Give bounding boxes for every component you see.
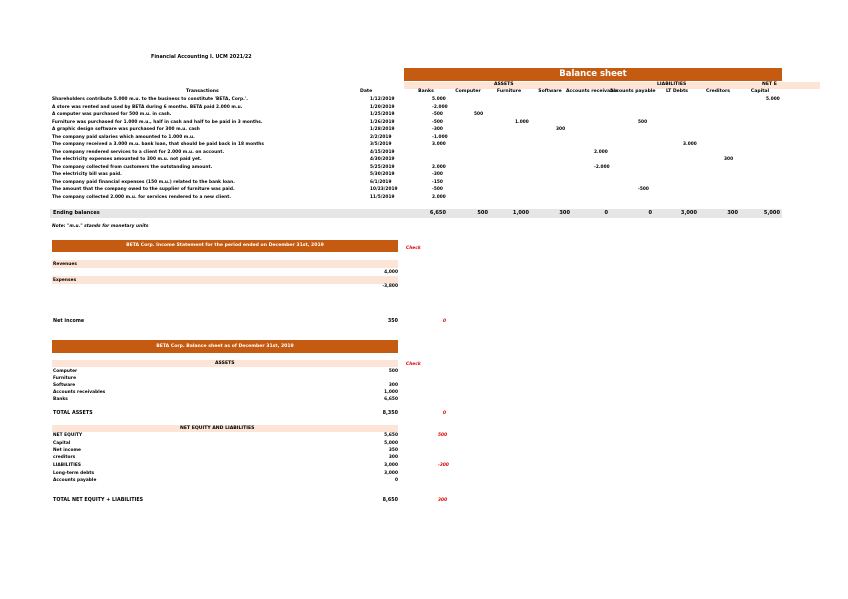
transaction-text: The electricity expenses amounted to 300 m.u. not paid yet. [52,157,202,162]
ending-balance-value: 300 [559,210,570,216]
transaction-date: 1/28/2019 [370,127,395,132]
expenses-label: Expenses [53,278,77,283]
net-equity-label: NET EQUITY [53,433,83,438]
ending-balance-value: 300 [727,210,738,216]
transaction-text: The company collected from customers the outstanding amount. [52,164,213,170]
transaction-date: 1/12/2019 [370,97,395,102]
transaction-amount: -500 [638,187,649,192]
net-income-value: 350 [387,319,398,324]
liabilities-group-label: LIABILITIES [657,82,687,87]
transaction-text: The company received a 3.000 m.u. bank loan, that should be paid back in 18 months [52,142,265,147]
transaction-amount: 300 [556,127,566,132]
transaction-amount: -2.000 [432,104,448,110]
transaction-amount: 3.000 [683,142,697,147]
column-header: Accounts receivable [566,89,619,94]
transaction-amount: 2.000 [594,149,608,155]
ending-balance-value: 500 [477,210,488,216]
column-header: Banks [418,89,434,94]
ending-balance-value: 3,000 [680,210,697,216]
transaction-text: The company paid salaries which amounted to 1.000 m.u. [52,134,195,140]
note: Note: "m.u." stands for monetary units [52,224,149,229]
ending-balance-value: 0 [604,210,608,216]
total-assets-check: 0 [443,411,447,416]
transaction-amount: 5.000 [432,97,446,102]
balance-sheet-banner: Balance sheet [404,68,782,81]
transaction-date: 11/5/2019 [370,194,395,200]
transaction-text: The company paid financial expenses (150 m.u.) related to the bank loan. [52,179,235,185]
liability-item-label: Long-term debts [53,471,95,476]
transaction-text: The amount that the company owed to the supplier of furniture was paid. [52,187,235,192]
transaction-amount: -1.000 [432,134,448,140]
balance-statement-title: BETA Corp. Balance sheet as of December 31st, 2019 [52,340,398,353]
column-header: Furniture [496,89,522,94]
ending-balance-value: 1,000 [512,210,529,216]
net-equity-group-label: NET E [762,82,777,87]
total-equity-liabilities-label: TOTAL NET EQUITY + LIABILITIES [53,498,144,503]
asset-label: Furniture [53,376,77,381]
transaction-date: 1/20/2019 [370,104,395,110]
expenses-value: -3,800 [382,284,398,289]
asset-value: 300 [388,383,398,388]
asset-label: Computer [53,369,78,374]
income-check-header: Check [406,246,421,251]
liability-item-label: Accounts payable [53,478,97,483]
equity-item-value: 5,000 [384,441,398,446]
ending-balances-label: Ending balances [53,210,100,216]
transaction-amount: 2.000 [432,164,446,170]
transaction-amount: -300 [432,127,443,132]
group-header-band [404,82,820,89]
asset-label: Banks [53,397,68,402]
transaction-amount: -500 [432,119,443,125]
date-header: Date [360,89,373,94]
ending-balance-value: 5,000 [763,210,780,216]
equity-item-value: 300 [388,455,398,460]
column-header: Software [538,89,562,94]
transaction-date: 3/5/2019 [370,142,392,147]
transaction-date: 1/26/2019 [370,119,395,125]
total-check: 300 [438,498,448,503]
transaction-text: A graphic design software was purchased for 300 m.u. cash [52,127,200,132]
column-header: Computer [455,89,481,94]
liabilities-value: 3,000 [384,463,398,468]
transaction-date: 4/15/2019 [370,149,395,155]
transactions-header: Transactions [186,89,219,94]
transaction-amount: 5.000 [766,97,780,102]
transaction-date: 10/23/2019 [370,187,398,192]
net-income-check: 0 [443,319,447,324]
transaction-date: 6/1/2019 [370,179,392,185]
transaction-amount: 2.000 [432,194,446,200]
transaction-date: 5/30/2019 [370,172,395,177]
asset-label: Software [53,383,76,388]
net-equity-value: 5,650 [384,433,398,438]
liabilities-label: LIABILITIES [53,463,81,468]
equity-item-label: creditors [53,455,76,460]
transaction-text: The company rendered services to a client for 2.000 m.u. on account. [52,149,225,155]
transaction-amount: -500 [432,187,443,192]
column-header: Creditors [706,89,730,94]
liability-item-value: 3,000 [384,471,398,476]
transaction-text: Furniture was purchased for 1.000 m.u., half in cash and half to be paid in 3 months. [52,119,263,125]
liability-item-value: 0 [394,478,398,483]
transaction-text: The electricity bill was paid. [52,172,122,177]
transaction-date: 5/25/2019 [370,164,395,170]
transaction-text: The company collected 2.000 m.u. for services rendered to a new client. [52,194,232,200]
net-equity-check: 500 [438,433,448,438]
transaction-amount: -2.000 [594,164,610,170]
transaction-text: A computer was purchased for 500 m.u. in cash. [52,112,172,117]
total-assets-value: 8,350 [382,411,398,416]
asset-value: 1,000 [384,390,398,395]
transaction-amount: 500 [474,112,484,117]
transaction-amount: 1.000 [515,119,529,125]
transaction-amount: 300 [724,157,734,162]
balance-check-header: Check [406,362,421,367]
transaction-date: 4/30/2019 [370,157,395,162]
asset-value: 6,650 [384,397,398,402]
ending-balance-value: 0 [648,210,652,216]
asset-value: 500 [388,369,398,374]
document-title: Financial Accounting I. UCM 2021/22 [151,55,252,60]
transaction-amount: -150 [432,179,443,185]
total-equity-liabilities-value: 8,650 [382,498,398,503]
column-header: Accounts payable [610,89,656,94]
total-assets-label: TOTAL ASSETS [53,411,93,416]
income-statement-title: BETA Corp. Income Statement for the period ended on December 31st, 2019 [52,240,398,252]
transaction-date: 2/2/2019 [370,134,392,140]
revenues-value: 4,000 [384,270,398,275]
transaction-amount: -300 [432,172,443,177]
assets-group-label: ASSETS [494,82,514,87]
column-header: LT Debts [665,89,689,94]
equity-item-label: Capital [53,441,71,446]
assets-header: ASSETS [215,361,235,366]
transaction-text: Shareholders contribute 5.000 m.u. to the business to constitute 'BETA, Corp.'. [52,97,248,102]
liabilities-check: -300 [438,463,449,468]
transaction-amount: 3.000 [432,142,446,147]
asset-label: Accounts receivables [53,390,106,395]
transaction-date: 1/25/2019 [370,112,395,117]
revenues-band [52,260,398,268]
equity-liabilities-header: NET EQUITY AND LIABILITIES [180,426,255,431]
transaction-amount: -500 [432,112,443,117]
net-income-label: Net income [53,319,85,324]
column-header: Capital [750,89,770,94]
transaction-text: A store was rented and used by BETA during 6 months. BETA paid 2.000 m.u. [52,104,243,110]
equity-item-label: Net income [53,448,81,453]
transaction-amount: 500 [638,119,648,125]
ending-balance-value: 6,650 [429,210,446,216]
equity-item-value: 350 [388,448,398,453]
revenues-label: Revenues [53,262,77,267]
